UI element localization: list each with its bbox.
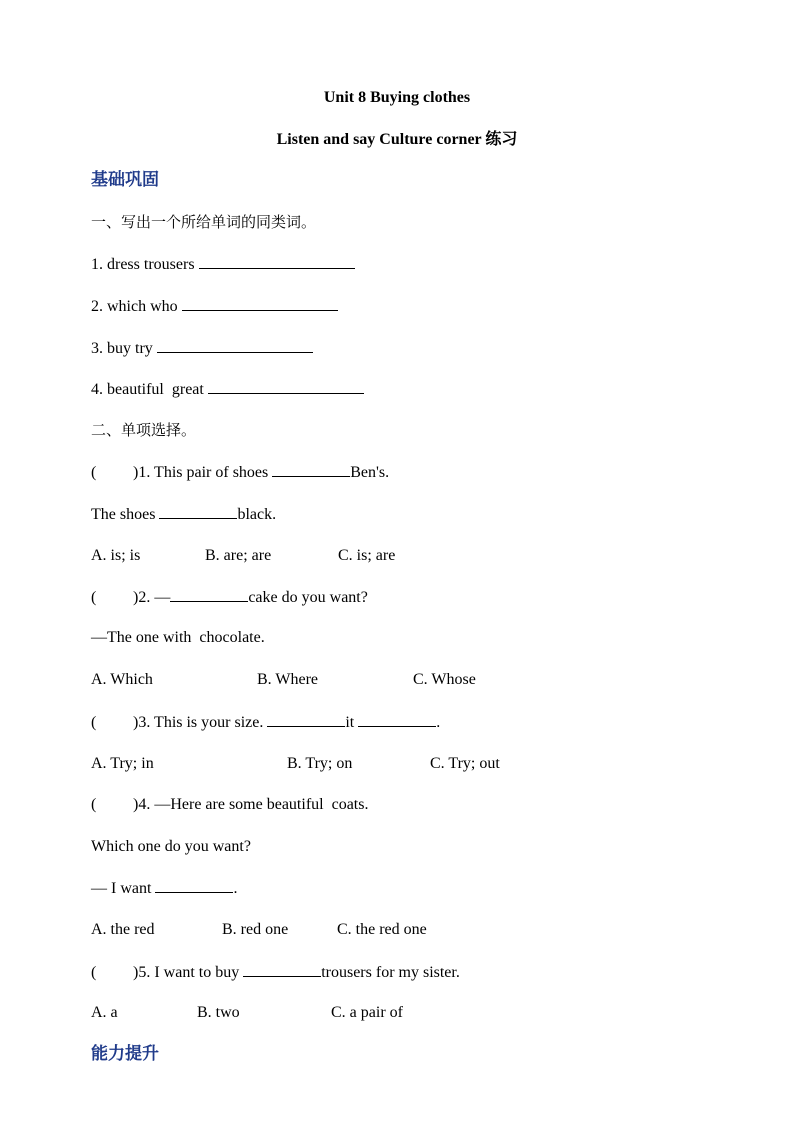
q2-option-c[interactable]: C. Whose [413, 671, 476, 688]
question-text: . [233, 880, 238, 897]
part1-item-3 [91, 338, 313, 359]
q5-option-c[interactable]: C. a pair of [331, 1004, 403, 1021]
answer-blank[interactable] [155, 878, 233, 893]
page-title: Unit 8 Buying clothes [323, 89, 471, 106]
question-text: . [436, 714, 441, 731]
part1-instruction: 一、写出一个所给单词的同类词。 [91, 213, 317, 231]
question-text: )2. — [133, 589, 171, 606]
answer-blank[interactable] [272, 462, 350, 477]
part1-item-1 [91, 254, 355, 275]
q3-option-c[interactable]: C. Try; out [430, 755, 500, 772]
question-text: — I want [91, 880, 156, 897]
item-text: 2. which who [91, 298, 182, 315]
answer-paren[interactable]: ( [91, 964, 97, 981]
question-4-line-3 [91, 878, 237, 899]
q3-option-a[interactable]: A. Try; in [91, 755, 154, 772]
answer-paren[interactable]: ( [91, 796, 97, 813]
question-text: black. [237, 506, 277, 523]
page-subtitle: Listen and say Culture corner 练习 [276, 131, 518, 148]
question-text: trousers for my sister. [321, 964, 460, 981]
answer-paren[interactable]: ( [91, 714, 97, 731]
item-text: 3. buy try [91, 340, 157, 357]
q2-option-a[interactable]: A. Which [91, 671, 153, 688]
question-2-line-2: —The one with chocolate. [91, 629, 265, 646]
q1-option-b[interactable]: B. are; are [205, 547, 272, 564]
answer-blank[interactable] [243, 962, 321, 977]
question-text: it [345, 714, 359, 731]
question-text: cake do you want? [248, 589, 368, 606]
question-4-line-2: Which one do you want? [91, 838, 251, 855]
question-3 [91, 712, 440, 733]
question-text: The shoes [91, 506, 160, 523]
item-text: 4. beautiful great [91, 381, 208, 398]
question-text: )1. This pair of shoes [133, 464, 273, 481]
answer-paren[interactable]: ( [91, 464, 97, 481]
q3-option-b[interactable]: B. Try; on [287, 755, 353, 772]
question-text: )4. —Here are some beautiful coats. [133, 796, 369, 813]
answer-blank[interactable] [170, 587, 248, 602]
question-4 [91, 795, 368, 815]
part1-item-2 [91, 296, 338, 317]
question-text: Ben's. [350, 464, 390, 481]
question-1 [91, 462, 389, 483]
answer-blank[interactable] [358, 712, 436, 727]
answer-blank[interactable] [267, 712, 345, 727]
item-text: 1. dress trousers [91, 256, 199, 273]
answer-blank[interactable] [199, 254, 355, 269]
q5-option-b[interactable]: B. two [197, 1004, 240, 1021]
answer-blank[interactable] [157, 338, 313, 353]
part2-instruction: 二、单项选择。 [91, 421, 197, 439]
answer-blank[interactable] [182, 296, 338, 311]
answer-paren[interactable]: ( [91, 589, 97, 606]
question-5 [91, 962, 460, 983]
q5-option-a[interactable]: A. a [91, 1004, 118, 1021]
answer-blank[interactable] [208, 379, 364, 394]
q1-option-a[interactable]: A. is; is [91, 547, 141, 564]
q4-option-b[interactable]: B. red one [222, 921, 289, 938]
question-2 [91, 587, 368, 608]
q4-option-a[interactable]: A. the red [91, 921, 155, 938]
question-text: )5. I want to buy [133, 964, 244, 981]
q2-option-b[interactable]: B. Where [257, 671, 319, 688]
q4-option-c[interactable]: C. the red one [337, 921, 427, 938]
q1-option-c[interactable]: C. is; are [338, 547, 396, 564]
section-advanced-heading: 能力提升 [91, 1044, 159, 1064]
answer-blank[interactable] [159, 504, 237, 519]
section-basic-heading: 基础巩固 [91, 170, 159, 190]
question-1-line-2 [91, 504, 276, 525]
question-text: )3. This is your size. [133, 714, 268, 731]
part1-item-4 [91, 379, 364, 400]
